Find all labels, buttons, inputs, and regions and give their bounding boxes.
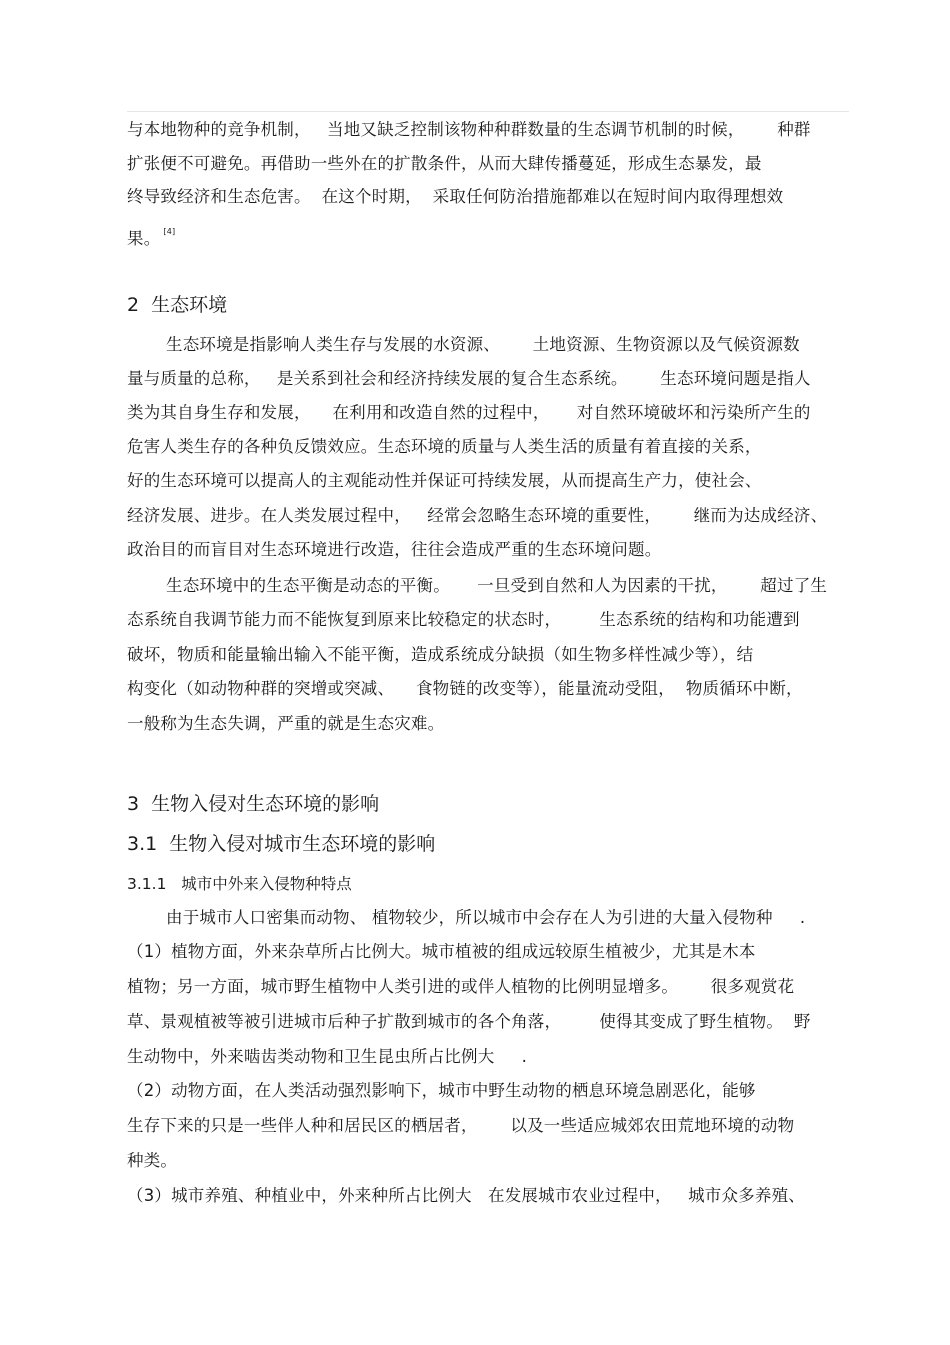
top-rule — [127, 111, 849, 112]
paragraph-line: 生态环境是指影响人类生存与发展的水资源、 土地资源、生物资源以及气候资源数 — [166, 335, 800, 354]
paragraph-line: 构变化（如动物种群的突增或突减、 食物链的改变等），能量流动受阻， 物质循环中断， — [127, 679, 803, 698]
intro-line-text: 果。 — [127, 229, 161, 248]
intro-line: 与本地物种的竞争机制， 当地又缺乏控制该物种种群数量的生态调节机制的时候， 种群 — [127, 120, 811, 139]
paragraph-line: 政治目的而盲目对生态环境进行改造，往往会造成严重的生态环境问题。 — [127, 540, 662, 559]
paragraph-line: 生动物中，外来啮齿类动物和卫生昆虫所占比例大 . — [127, 1047, 528, 1066]
paragraph-line: 生存下来的只是一些伴人种和居民区的栖居者， 以及一些适应城郊农田荒地环境的动物 — [127, 1116, 795, 1135]
paragraph-line: （1）植物方面，外来杂草所占比例大。城市植被的组成远较原生植被少，尤其是木本 — [127, 942, 756, 961]
section-heading: 3 生物入侵对生态环境的影响 — [127, 793, 380, 815]
paragraph-line: 量与质量的总称， 是关系到社会和经济持续发展的复合生态系统。 生态环境问题是指人 — [127, 369, 811, 388]
paragraph-line: （2）动物方面，在人类活动强烈影响下，城市中野生动物的栖息环境急剧恶化，能够 — [127, 1081, 756, 1100]
citation-ref: [4] — [163, 227, 176, 236]
paragraph-line: （3）城市养殖、种植业中，外来种所占比例大 在发展城市农业过程中， 城市众多养殖、 — [127, 1186, 805, 1205]
paragraph-line: 种类。 — [127, 1151, 178, 1170]
intro-line: 扩张便不可避免。再借助一些外在的扩散条件，从而大肆传播蔓延，形成生态暴发，最 — [127, 154, 762, 173]
paragraph-line: 植物；另一方面，城市野生植物中人类引进的或伴人植物的比例明显增多。 很多观赏花 — [127, 977, 795, 996]
paragraph-line: 经济发展、进步。在人类发展过程中， 经常会忽略生态环境的重要性， 继而为达成经济、 — [127, 506, 828, 525]
section-heading: 2 生态环境 — [127, 294, 228, 316]
intro-line: 终导致经济和生态危害。 在这个时期， 采取任何防治措施都难以在短时间内取得理想效 — [127, 187, 784, 206]
paragraph-line: 由于城市人口密集而动物、 植物较少，所以城市中会存在人为引进的大量入侵物种 . — [166, 908, 806, 927]
paragraph-line: 类为其自身生存和发展， 在利用和改造自然的过程中， 对自然环境破坏和污染所产生的 — [127, 403, 811, 422]
paragraph-line: 好的生态环境可以提高人的主观能动性并保证可持续发展，从而提高生产力，使社会、 — [127, 471, 762, 490]
paragraph-line: 危害人类生存的各种负反馈效应。生态环境的质量与人类生活的质量有着直接的关系， — [127, 437, 762, 456]
intro-line-last — [127, 221, 175, 250]
paragraph-line: 生态环境中的生态平衡是动态的平衡。 一旦受到自然和人为因素的干扰， 超过了生 — [166, 576, 828, 595]
subsection-heading: 3.1 生物入侵对城市生态环境的影响 — [127, 833, 436, 855]
paragraph-line: 破坏，物质和能量输出输入不能平衡，造成系统成分缺损（如生物多样性减少等），结 — [127, 645, 754, 664]
subsubsection-heading: 3.1.1 城市中外来入侵物种特点 — [127, 875, 352, 893]
paragraph-line: 态系统自我调节能力而不能恢复到原来比较稳定的状态时， 生态系统的结构和功能遭到 — [127, 610, 800, 629]
paragraph-line: 草、景观植被等被引进城市后种子扩散到城市的各个角落， 使得其变成了野生植物。 野 — [127, 1012, 811, 1031]
paragraph-line: 一般称为生态失调，严重的就是生态灾难。 — [127, 714, 445, 733]
